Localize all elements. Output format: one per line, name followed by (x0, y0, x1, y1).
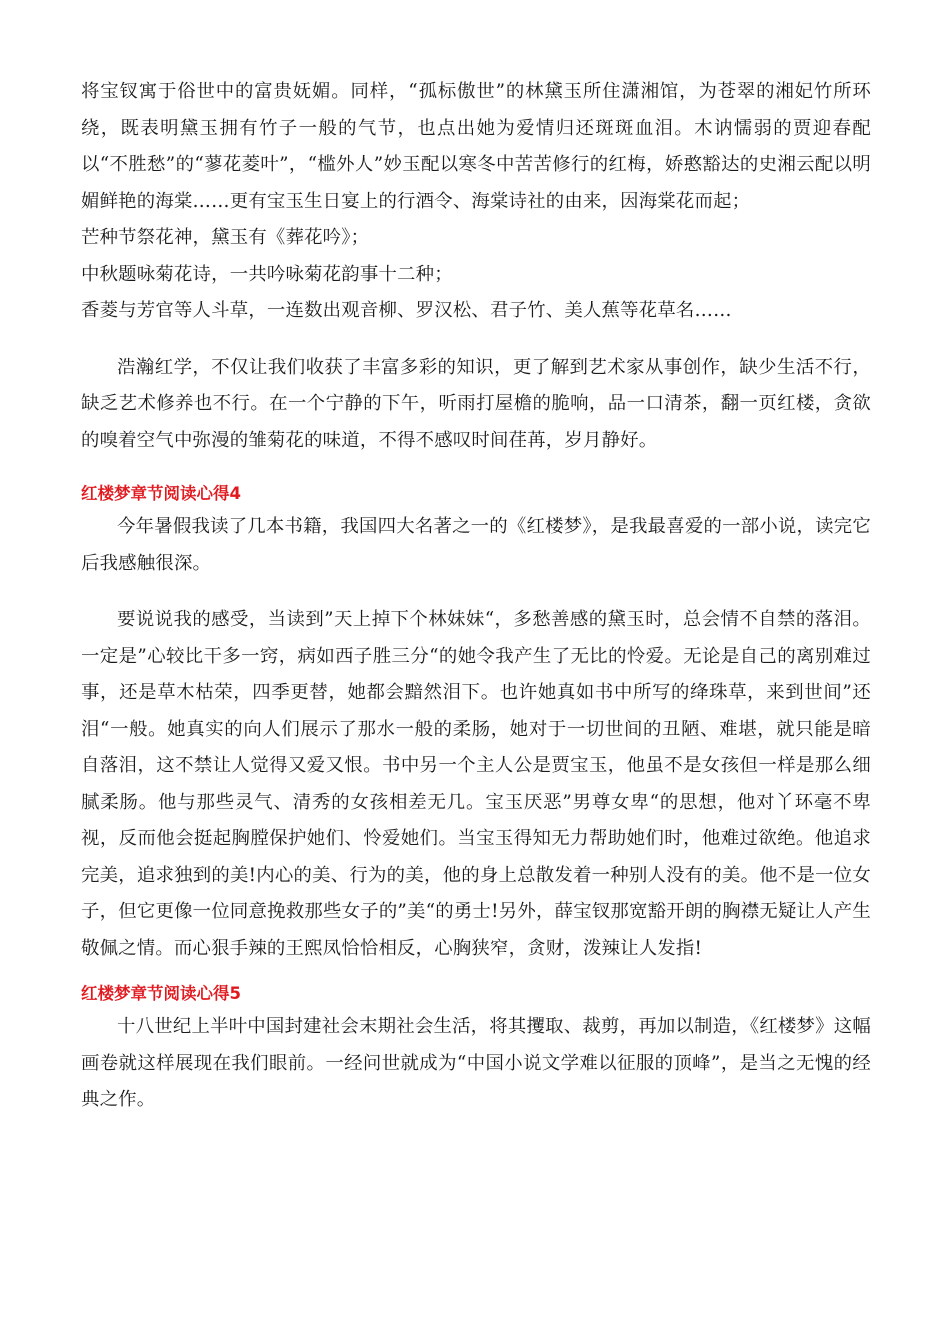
paragraph-flowers-characters: 将宝钗寓于俗世中的富贵妩媚。同样，“孤标傲世”的林黛玉所住潇湘馆，为苍翠的湘妃竹所环绕，既表明黛玉拥有竹子一般的气节，也点出她为爱情归还斑斑血泪。木讷懦弱的贾迎春配以“不胜愁”的“蓼花菱叶”，“槛外人”妙玉配以寒冬中苦苦修行的红梅，娇憨豁达的史湘云配以明媚鲜艳的海棠……更有宝玉生日宴上的行酒令、海棠诗社的由来，因海棠花而起； (81, 81, 871, 212)
paragraph-eighteenth-century: 十八世纪上半叶中国封建社会末期社会生活，将其攫取、裁剪，再加以制造，《红楼梦》这幅画卷就这样展现在我们眼前。一经问世就成为“中国小说文学难以征服的顶峰”，是当之无愧的经典之作。 (81, 1016, 871, 1110)
paragraph-mid-autumn: 中秋题咏菊花诗，一共吟咏菊花韵事十二种； (81, 263, 453, 285)
section-heading-4: 红楼梦章节阅读心得4 (81, 484, 241, 503)
paragraph-feelings: 要说说我的感受，当读到”天上掉下个林妹妹“，多愁善感的黛玉时，总会情不自禁的落泪。一定是”心较比干多一窍，病如西子胜三分“的她令我产生了无比的怜爱。无论是自己的离别难过事，还是草木枯荣，四季更替，她都会黯然泪下。也许她真如书中所写的绛珠草，来到世间”还泪“一般。她真实的向人们展示了那水一般的柔肠，她对于一切世间的丑陋、难堪，就只能是暗自落泪，这不禁让人觉得又爱又恨。书中另一个主人公是贾宝玉，他虽不是女孩但一样是那么细腻柔肠。他与那些灵气、清秀的女孩相差无几。宝玉厌恶”男尊女卑“的思想，他对丫环毫不卑视，反而他会挺起胸膛保护她们、怜爱她们。当宝玉得知无力帮助她们时，他难过欲绝。他追求完美，追求独到的美!内心的美、行为的美，他的身上总散发着一种别人没有的美。他不是一位女子，但它更像一位同意挽救那些女子的”美“的勇士!另外，薛宝钗那宽豁开朗的胸襟无疑让人产生敬佩之情。而心狠手辣的王熙凤恰恰相反，心胸狭窄，贪财，泼辣让人发指! (81, 609, 871, 959)
document-page (81, 74, 871, 1119)
paragraph-grass-contest: 香菱与芳官等人斗草，一连数出观音柳、罗汉松、君子竹、美人蕉等花草名…… (81, 300, 732, 321)
paragraph-mangzhong: 芒种节祭花神，黛玉有《葬花吟》； (81, 227, 370, 248)
paragraph-redology: 浩瀚红学，不仅让我们收获了丰富多彩的知识，更了解到艺术家从事创作，缺少生活不行，缺乏艺术修养也不行。在一个宁静的下午，听雨打屋檐的脆响，品一口清茶，翻一页红楼，贪欲的嗅着空气中弥漫的雏菊花的味道，不得不感叹时间荏苒，岁月静好。 (81, 356, 871, 451)
section-heading-5: 红楼梦章节阅读心得5 (81, 984, 241, 1003)
paragraph-summer-reading: 今年暑假我读了几本书籍，我国四大名著之一的《红楼梦》，是我最喜爱的一部小说，读完它后我感触很深。 (81, 516, 871, 574)
